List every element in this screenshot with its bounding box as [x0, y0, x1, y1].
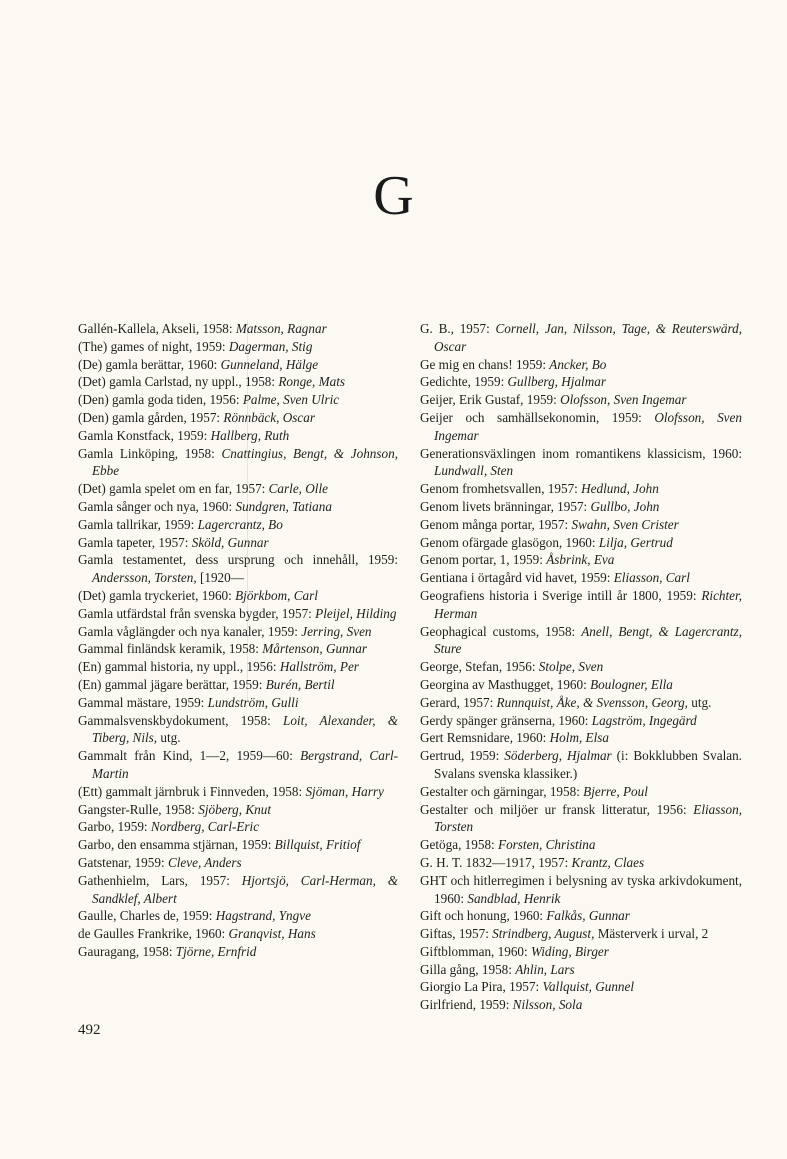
index-entry — [78, 516, 398, 534]
entry-author: Lagercrantz, Bo — [197, 516, 283, 532]
entry-title: Gangster-Rulle, 1958: — [78, 801, 199, 817]
entry-author: Nordberg, Carl-Eric — [150, 819, 260, 835]
entry-title: Gammal mästare, 1959: — [78, 694, 208, 710]
index-entry — [420, 943, 742, 961]
index-entry — [420, 587, 742, 623]
entry-title: Gaulle, Charles de, 1959: — [78, 908, 216, 924]
entry-author: Hallström, Per — [279, 659, 359, 675]
right-column — [420, 320, 742, 1014]
entry-title: Genom fromhetsvallen, 1957: — [420, 481, 582, 497]
entry-author: Stolpe, Sven — [538, 659, 604, 675]
index-entry — [78, 373, 398, 391]
entry-title: Garbo, 1959: — [78, 819, 151, 835]
entry-author: Krantz, Claes — [571, 854, 645, 870]
index-entry — [420, 925, 742, 943]
entry-title: Geografiens historia i Sverige intill år 1800, 1959: — [420, 587, 702, 603]
index-entry — [78, 747, 398, 783]
entry-title: GHT och hitlerregimen i belysning av tyska arkivdokument, 1960: — [420, 872, 742, 906]
entry-title: Gammalsvenskbydokument, 1958: — [78, 712, 283, 728]
entry-title: Gilla gång, 1958: — [420, 961, 516, 977]
entry-title: Gammal finländsk keramik, 1958: — [78, 641, 263, 657]
entry-title: Ge mig en chans! 1959: — [420, 356, 550, 372]
entry-title: Gerdy spänger gränserna, 1960: — [420, 712, 592, 728]
entry-title: Genom ofärgade glasögon, 1960: — [420, 534, 599, 550]
entry-title: Generationsväxlingen inom romantikens klassicism, 1960: — [420, 445, 742, 461]
entry-author: Andersson, Torsten, — [92, 570, 197, 586]
index-entry — [420, 854, 742, 872]
entry-author: Dagerman, Stig — [228, 338, 313, 354]
index-entry — [78, 872, 398, 908]
entry-title: Gift och honung, 1960: — [420, 908, 547, 924]
entry-title: G. H. T. 1832—1917, 1957: — [420, 854, 572, 870]
index-entry — [420, 391, 742, 409]
index-entry — [420, 534, 742, 552]
index-entry — [420, 445, 742, 481]
entry-author: Tjörne, Ernfrid — [175, 943, 257, 959]
entry-author: Sköld, Gunnar — [191, 534, 269, 550]
entry-author: Lagström, Ingegärd — [591, 712, 697, 728]
page-number: 492 — [78, 1022, 101, 1038]
entry-title: (De) gamla berättar, 1960: — [78, 356, 221, 372]
entry-author: Cornell, Jan, Nilsson, Tage, & Reuterswärd, Oscar — [434, 321, 743, 354]
index-entry — [420, 978, 742, 996]
entry-title: (En) gammal historia, ny uppl., 1956: — [78, 659, 280, 675]
entry-title: Garbo, den ensamma stjärnan, 1959: — [78, 837, 275, 853]
entry-title: Georgina av Masthugget, 1960: — [420, 676, 591, 692]
entry-title: (The) games of night, 1959: — [78, 338, 229, 354]
index-entry — [78, 836, 398, 854]
entry-author: Forsten, Christina — [498, 837, 596, 853]
entry-title: Genom många portar, 1957: — [420, 516, 572, 532]
index-entry — [420, 747, 742, 783]
entry-author: Ancker, Bo — [549, 356, 607, 372]
entry-author: Widing, Birger — [531, 943, 609, 959]
entry-author: Hallberg, Ruth — [210, 427, 290, 443]
entry-author: Lundström, Gulli — [207, 694, 299, 710]
entry-author: Åsbrink, Eva — [546, 552, 615, 568]
index-entry — [420, 320, 742, 356]
index-entry — [420, 729, 742, 747]
index-entry — [420, 409, 742, 445]
index-entry — [78, 498, 398, 516]
entry-author: Nilsson, Sola — [512, 997, 583, 1013]
entry-title: (Det) gamla tryckeriet, 1960: — [78, 587, 236, 603]
index-entry — [78, 712, 398, 748]
entry-author: Hjortsjö, Carl-Herman, & Sandklef, Albert — [92, 872, 398, 906]
index-entry — [78, 925, 398, 943]
entry-title: Giorgio La Pira, 1957: — [420, 979, 543, 995]
index-entry — [78, 587, 398, 605]
entry-title: Gamla tallrikar, 1959: — [78, 516, 198, 532]
entry-author: Richter, Herman — [434, 587, 742, 621]
entry-title: de Gaulles Frankrike, 1960: — [78, 926, 229, 942]
entry-title: Giftblomman, 1960: — [420, 943, 531, 959]
index-entry — [78, 320, 398, 338]
entry-author: Carle, Olle — [268, 481, 328, 497]
index-entry — [420, 872, 742, 908]
entry-author: Loit, Alexander, & Tiberg, Nils, — [92, 712, 398, 746]
entry-author: Matsson, Ragnar — [235, 321, 327, 336]
entry-author: Olofsson, Sven Ingemar — [560, 392, 687, 408]
entry-author: Holm, Elsa — [549, 730, 609, 746]
index-entry — [78, 658, 398, 676]
index-entry — [420, 356, 742, 374]
index-entry — [78, 676, 398, 694]
entry-author: Sandblad, Henrik — [467, 890, 561, 906]
entry-title: Girlfriend, 1959: — [420, 997, 513, 1013]
entry-author: Bergstrand, Carl-Martin — [92, 748, 399, 781]
index-entry — [78, 605, 398, 623]
index-entry — [420, 373, 742, 391]
index-entry — [420, 996, 742, 1014]
index-entry — [420, 801, 742, 837]
entry-author: Rönnbäck, Oscar — [223, 409, 315, 425]
entry-author: Runnquist, Åke, & Svensson, Georg, — [496, 694, 688, 710]
entry-title: Gamla våglängder och nya kanaler, 1959: — [78, 623, 302, 639]
entry-author: Sjöberg, Knut — [198, 801, 272, 817]
entry-author: Ronge, Mats — [278, 374, 346, 390]
index-entry — [78, 427, 398, 445]
index-entry — [420, 676, 742, 694]
index-entry — [78, 783, 398, 801]
entry-title: Getöga, 1958: — [420, 837, 499, 853]
entry-author: Eliasson, Carl — [613, 570, 690, 586]
entry-title: Gestalter och miljöer ur fransk litteratur, 1956: — [420, 801, 694, 817]
entry-author: Swahn, Sven Crister — [571, 516, 679, 532]
entry-title: Geijer, Erik Gustaf, 1959: — [420, 392, 561, 408]
entry-title: Gamla tapeter, 1957: — [78, 534, 192, 550]
entry-author: Falkås, Gunnar — [546, 908, 630, 924]
entry-title: Gamla testamentet, dess ursprung och innehåll, 1959: — [78, 552, 398, 568]
index-entry — [78, 338, 398, 356]
index-entry — [420, 783, 742, 801]
entry-title: (Det) gamla Carlstad, ny uppl., 1958: — [78, 374, 279, 390]
entry-title: Gamla Linköping, 1958: — [78, 445, 222, 461]
index-entry — [78, 907, 398, 925]
entry-suffix: utg. — [157, 730, 181, 746]
entry-author: Vallquist, Gunnel — [542, 979, 635, 995]
entry-author: Hedlund, John — [581, 481, 659, 497]
entry-title: Gallén-Kallela, Akseli, 1958: — [78, 321, 236, 336]
entry-title: (Det) gamla spelet om en far, 1957: — [78, 481, 269, 497]
index-entry — [420, 658, 742, 676]
index-entry — [78, 943, 398, 961]
index-entry — [78, 694, 398, 712]
index-entry — [420, 569, 742, 587]
entry-suffix: Mästerverk i urval, 2 — [594, 926, 709, 942]
index-entry — [78, 445, 398, 481]
entry-title: Gammalt från Kind, 1—2, 1959—60: — [78, 748, 301, 764]
entry-suffix: (i: Bokklubben Svalan. Svalans svenska klassiker.) — [434, 748, 742, 781]
index-entry — [420, 498, 742, 516]
index-entry — [78, 534, 398, 552]
entry-suffix: utg. — [687, 694, 712, 710]
entry-author: Gullbo, John — [590, 498, 660, 514]
entry-title: Geijer och samhällsekonomin, 1959: — [420, 409, 655, 425]
entry-author: Burén, Bertil — [265, 676, 335, 692]
index-entry — [78, 356, 398, 374]
entry-author: Eliasson, Torsten — [434, 801, 742, 835]
entry-author: Lundwall, Sten — [434, 463, 514, 479]
entry-author: Ahlin, Lars — [515, 961, 575, 977]
entry-author: Lilja, Gertrud — [598, 534, 673, 550]
entry-author: Söderberg, Hjalmar — [504, 748, 612, 764]
entry-author: Cleve, Anders — [167, 854, 242, 870]
entry-title: Gauragang, 1958: — [78, 943, 176, 959]
index-entry — [420, 694, 742, 712]
entry-title: Gamla utfärdstal från svenska bygder, 1957: — [78, 605, 316, 621]
entry-title: Genom portar, 1, 1959: — [420, 552, 547, 568]
entry-author: Palme, Sven Ulric — [242, 392, 340, 408]
index-entry — [420, 623, 742, 659]
index-entry — [420, 516, 742, 534]
entry-title: George, Stefan, 1956: — [420, 659, 539, 675]
entry-title: Gestalter och gärningar, 1958: — [420, 783, 584, 799]
index-entry — [420, 712, 742, 730]
entry-title: Gedichte, 1959: — [420, 374, 508, 390]
index-entry — [420, 551, 742, 569]
index-entry — [420, 961, 742, 979]
entry-title: G. B., 1957: — [420, 321, 496, 336]
left-column — [78, 320, 398, 961]
entry-author: Strindberg, August, — [492, 926, 595, 942]
entry-author: Cnattingius, Bengt, & Johnson, Ebbe — [92, 445, 399, 479]
entry-author: Gullberg, Hjalmar — [507, 374, 606, 390]
entry-author: Jerring, Sven — [301, 623, 372, 639]
entry-author: Hagstrand, Yngve — [215, 908, 311, 924]
index-entry — [78, 391, 398, 409]
entry-title: Gertrud, 1959: — [420, 748, 505, 764]
entry-title: (Ett) gammalt järnbruk i Finnveden, 1958: — [78, 783, 306, 799]
entry-title: (Den) gamla gården, 1957: — [78, 409, 224, 425]
entry-author: Gunneland, Hälge — [220, 356, 319, 372]
index-entry — [78, 854, 398, 872]
entry-title: Gamla sånger och nya, 1960: — [78, 498, 236, 514]
entry-title: Gamla Konstfack, 1959: — [78, 427, 211, 443]
entry-author: Sundgren, Tatiana — [235, 498, 332, 514]
entry-title: Gerard, 1957: — [420, 694, 497, 710]
entry-author: Anell, Bengt, & Lagercrantz, Sture — [434, 623, 742, 657]
index-entry — [78, 480, 398, 498]
entry-author: Sjöman, Harry — [305, 783, 384, 799]
index-entry — [78, 801, 398, 819]
entry-author: Pleijel, Hilding — [315, 605, 397, 621]
entry-title: Gentiana i örtagård vid havet, 1959: — [420, 570, 614, 586]
index-entry — [78, 623, 398, 641]
entry-title: Geophagical customs, 1958: — [420, 623, 582, 639]
entry-author: Boulogner, Ella — [590, 676, 673, 692]
index-entry — [420, 907, 742, 925]
entry-title: (Den) gamla goda tiden, 1956: — [78, 392, 243, 408]
index-entry — [78, 640, 398, 658]
entry-author: Mårtenson, Gunnar — [262, 641, 368, 657]
entry-title: Giftas, 1957: — [420, 926, 493, 942]
entry-author: Olofsson, Sven Ingemar — [434, 409, 742, 443]
entry-author: Billquist, Fritiof — [274, 837, 361, 853]
section-letter: G — [373, 165, 414, 227]
entry-title: Gathenhielm, Lars, 1957: — [78, 872, 242, 888]
index-entry — [78, 551, 398, 587]
entry-title: Gatstenar, 1959: — [78, 854, 168, 870]
index-entry — [78, 409, 398, 427]
index-entry — [420, 836, 742, 854]
entry-title: Genom livets bränningar, 1957: — [420, 498, 591, 514]
entry-author: Björkbom, Carl — [235, 587, 318, 603]
entry-title: Gert Remsnidare, 1960: — [420, 730, 550, 746]
index-entry — [420, 480, 742, 498]
entry-author: Granqvist, Hans — [228, 926, 316, 942]
index-entry — [78, 818, 398, 836]
entry-suffix: [1920— — [196, 570, 244, 586]
entry-author: Bjerre, Poul — [583, 783, 648, 799]
entry-title: (En) gammal jägare berättar, 1959: — [78, 676, 266, 692]
